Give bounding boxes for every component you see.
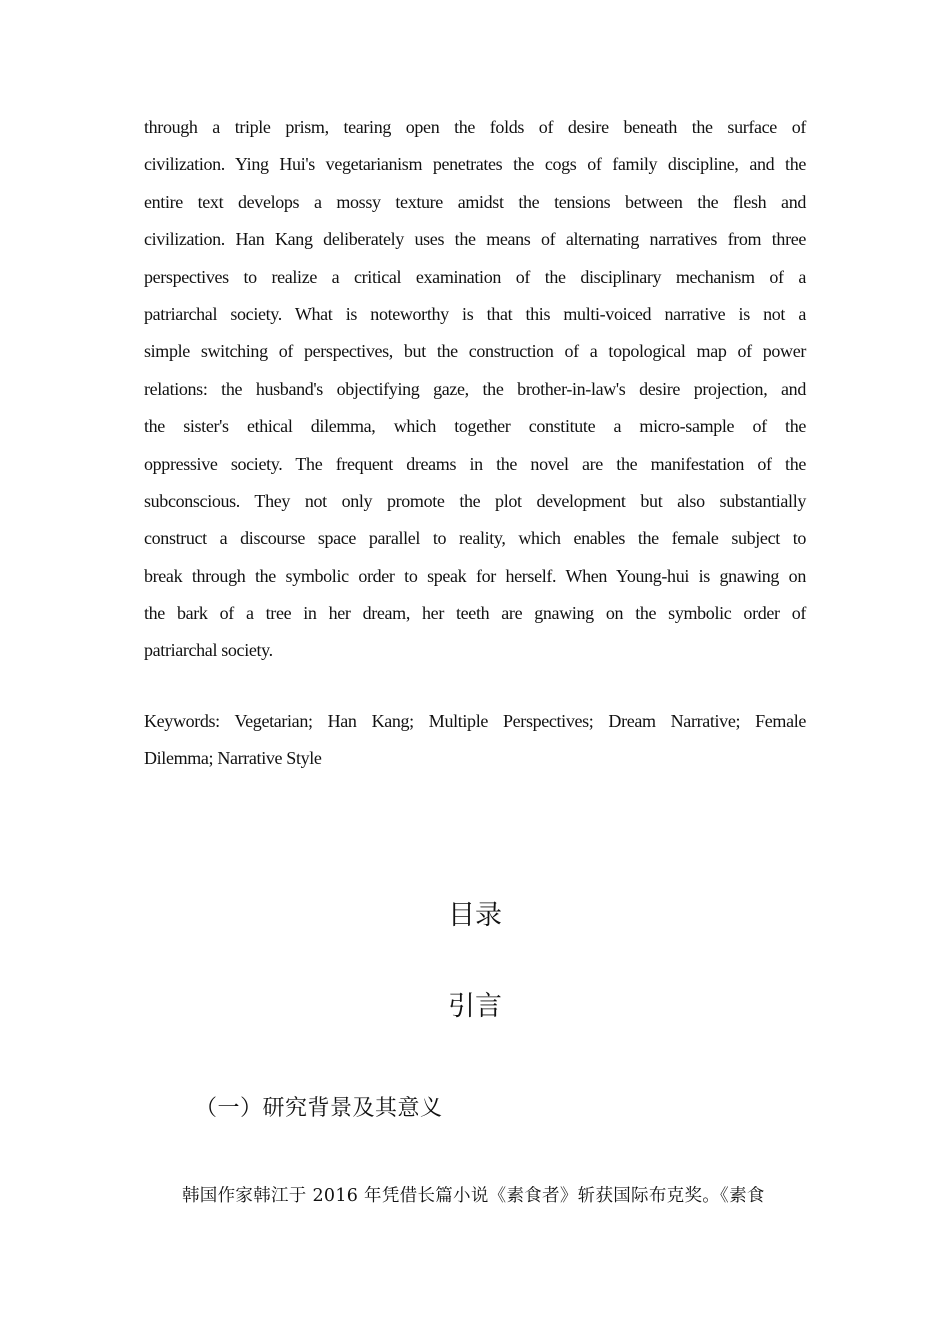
- abstract-line: civilization. Ying Hui's vegetarianism penetrates the cogs of family discipline, and the: [144, 154, 806, 175]
- abstract-line: simple switching of perspectives, but the construction of a topological map of power: [144, 341, 806, 362]
- abstract-line: oppressive society. The frequent dreams in the novel are the manifestation of the: [144, 453, 806, 474]
- abstract-line: through a triple prism, tearing open the folds of desire beneath the surface of: [144, 117, 806, 137]
- abstract-line: construct a discourse space parallel to reality, which enables the female subject to: [144, 528, 806, 549]
- body-paragraph: 韩国作家韩江于 2016 年凭借长篇小说《素食者》斩获国际布克奖。《素食: [182, 1186, 765, 1206]
- section-heading-research-background: （一）研究背景及其意义: [195, 1096, 443, 1121]
- introduction-heading: 引言: [448, 991, 502, 1022]
- abstract-line: perspectives to realize a critical examination of the disciplinary mechanism of a: [144, 266, 806, 287]
- abstract-line: relations: the husband's objectifying gaze, the brother-in-law's desire projection, and: [144, 378, 806, 399]
- toc-heading: 目录: [448, 900, 502, 931]
- abstract-line: entire text develops a mossy texture amidst the tensions between the flesh and: [144, 191, 806, 212]
- abstract-line: break through the symbolic order to speak for herself. When Young-hui is gnawing on: [144, 565, 806, 586]
- abstract-line: subconscious. They not only promote the plot development but also substantially: [144, 490, 806, 511]
- abstract-line: the sister's ethical dilemma, which together constitute a micro-sample of the: [144, 416, 806, 437]
- keywords-paragraph: [144, 703, 806, 778]
- abstract-paragraph: [144, 109, 806, 670]
- keywords-line: Keywords: Vegetarian; Han Kang; Multiple Perspectives; Dream Narrative; Female: [144, 711, 806, 731]
- abstract-line: patriarchal society. What is noteworthy is that this multi-voiced narrative is not a: [144, 303, 806, 324]
- abstract-line: patriarchal society.: [144, 640, 273, 661]
- abstract-line: civilization. Han Kang deliberately uses the means of alternating narratives from three: [144, 229, 806, 250]
- keywords-line: Dilemma; Narrative Style: [144, 748, 322, 769]
- abstract-line: the bark of a tree in her dream, her teeth are gnawing on the symbolic order of: [144, 603, 806, 624]
